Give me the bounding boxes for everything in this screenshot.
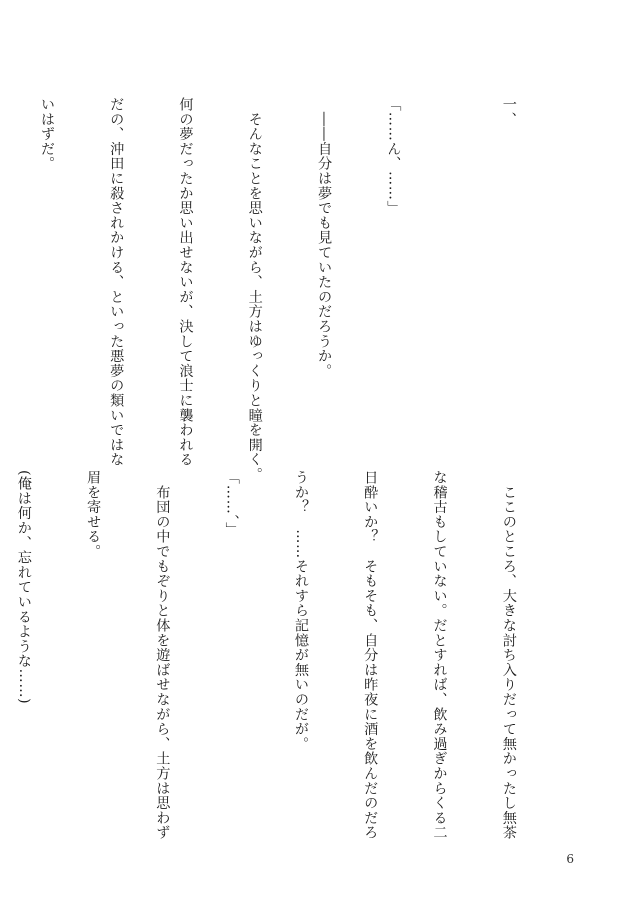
text-line: 布団の中でもぞりと体を遊ばせながら、土方は思わず (154, 470, 171, 840)
text-line: そんなことを思いながら、土方はゆっくりと瞳を開く。 (246, 97, 263, 482)
text-line: 何の夢だったか思い出せないが、決して浪士に襲われる (177, 97, 194, 467)
text-line: 「……ん、……」 (385, 97, 402, 216)
text-line: ――自分は夢でも見ていたのだろうか。 (316, 97, 333, 379)
text-line: だの、沖田に殺されかける、といった悪夢の類いではな (108, 97, 125, 467)
text-line: 日酔いか？ そもそも、自分は昨夜に酒を飲んだのだろ (362, 470, 379, 840)
text-line: な稽古もしていない。だとすれば、飲み過ぎからくる二 (431, 470, 448, 840)
text-line: (俺は何か、忘れているような……) (15, 470, 32, 705)
upper-text-block (0, 97, 566, 482)
text-line: 一、 (500, 97, 517, 127)
lower-text-block (0, 470, 566, 840)
page-number: 6 (566, 852, 574, 866)
text-line: 「……、」 (223, 470, 240, 537)
text-line: 眉を寄せる。 (85, 470, 102, 559)
text-line: うか？ ……それすら記憶が無いのだが。 (292, 470, 309, 752)
text-line: ここのところ、大きな討ち入りだって無かったし無茶 (500, 470, 517, 840)
text-line: いはずだ。 (38, 97, 55, 171)
